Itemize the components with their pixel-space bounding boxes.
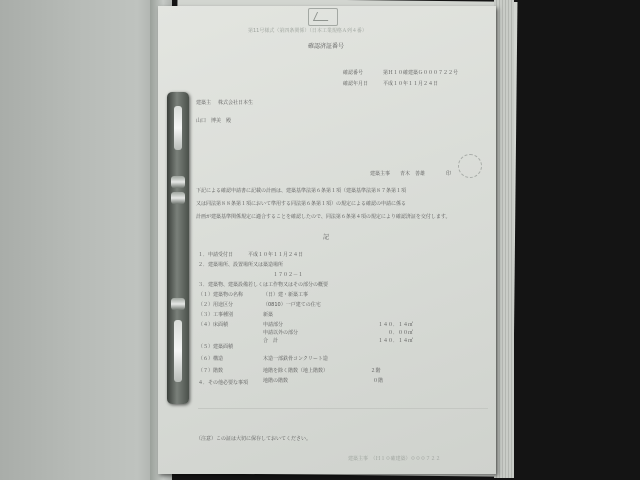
- detail-use: （0810）一戸建ての住宅: [263, 302, 321, 308]
- item-3-3: （３）工事種別: [198, 312, 234, 318]
- ki-heading: 記: [323, 234, 330, 241]
- detail-name: （日）建・新築工事: [263, 292, 309, 298]
- item-3-5: （５）建築面積: [198, 344, 234, 350]
- official-name: 青木 善雄: [400, 171, 426, 177]
- official-seal: [458, 154, 482, 178]
- item-3-6: （６）構造: [198, 356, 224, 362]
- clip-slot-top: [174, 106, 182, 150]
- issue-no-value: 第Ｈ１０確建築Ｇ０００７２２号: [383, 70, 459, 76]
- item-2-cont: １７０２－１: [198, 272, 304, 278]
- issue-date-label: 確認年月日: [343, 81, 369, 87]
- item-3-4: （４）床面積: [198, 322, 229, 328]
- item-3: ３．建築物、建築設備若しくは工作物又はその部分の概要: [198, 282, 329, 288]
- detail-area-total: 合 計 １４０．１４㎡: [263, 338, 414, 344]
- item-1: １．申請受付日 平成１０年１１月２４日: [198, 252, 304, 258]
- detail-area-other: 申請以外の部分 ０．００㎡: [263, 330, 414, 336]
- certificate-page: [158, 6, 496, 474]
- document-title: 確認済証番号: [308, 43, 345, 50]
- binder-clip: [167, 92, 189, 404]
- item-3-7: （７）階数: [198, 368, 224, 374]
- detail-structure: 木造一部鉄骨コンクリート造: [263, 356, 328, 362]
- clip-knob-lower: [171, 298, 185, 310]
- footer-ref: 建築主事 （Ｈ１０確建築）０００７２２: [348, 456, 441, 462]
- detail-floors-above: 地階を除く階数（地上階数） ２階: [263, 368, 381, 374]
- addressee-prefix: 建築主: [196, 100, 212, 106]
- clip-knob-middle: [171, 192, 185, 204]
- item-3-1: （１）建築物の名称: [198, 292, 244, 298]
- clip-knob-top: [171, 176, 185, 188]
- item-2: ２．建築場所、設置場所又は築造場所: [198, 262, 284, 268]
- clip-slot-bottom: [174, 320, 182, 382]
- detail-floors-below: 地階の階数 ０階: [263, 378, 384, 384]
- issue-no-label: 確認番号: [343, 70, 364, 76]
- item-4: ４．その他必要な事項: [198, 380, 249, 386]
- issue-date-value: 平成１０年１１月２４日: [383, 81, 439, 87]
- header-faint: 第11号様式（第四条関係）（日本工業規格Ａ列４番）: [248, 28, 367, 34]
- body-line-1: 下記による確認申請書に記載の計画は、建築基準法第６条第１項（建築基準法第８７条第１項: [196, 188, 407, 194]
- folder-cover: [0, 0, 172, 480]
- detail-work-type: 新築: [263, 312, 274, 318]
- receipt-stamp: [308, 8, 338, 26]
- detail-area-applied: 申請部分 １４０．１４㎡: [263, 322, 414, 328]
- body-line-3: 計画が建築基準関係規定に適合することを確認したので、同法第６条第４項の規定により確認済証を交付します。: [196, 214, 451, 220]
- item-3-2: （２）用途区分: [198, 302, 234, 308]
- official-title: 建築主事: [370, 171, 391, 177]
- body-line-2: 又は同法第８８条第１項において準用する同法第６条第１項）の規定による確認の申請に係る: [196, 201, 407, 207]
- page-stack-edge: [494, 0, 514, 478]
- addressee-org: 株式会社日本生: [218, 100, 254, 106]
- footnote: （注意）この証は大切に保存しておいてください。: [196, 436, 312, 442]
- official-seal-label: 印: [446, 171, 452, 177]
- addressee-name: 山口 博美 殿: [196, 118, 232, 124]
- divider: [198, 408, 488, 409]
